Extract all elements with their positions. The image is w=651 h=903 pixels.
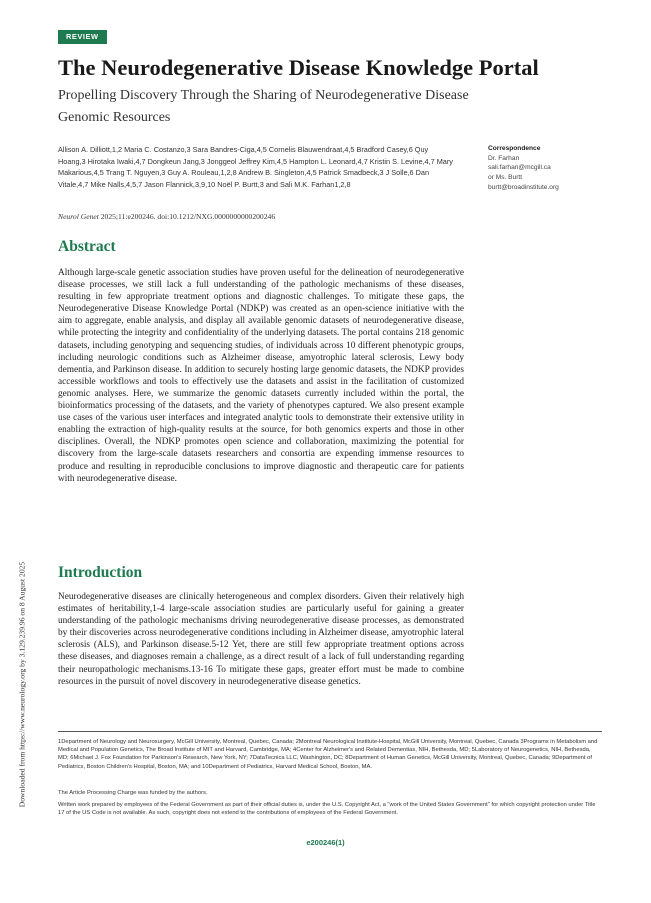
citation-line (58, 212, 275, 221)
article-type-badge: REVIEW (58, 30, 107, 44)
footnote-divider (58, 731, 602, 732)
correspondence-line: or Ms. Burtt (488, 174, 523, 182)
abstract-text: Although large-scale genetic association studies have proven useful for the delineation of neurodegenerative disease processes, we still lack a full understanding of the pathologic mechanisms of these diseases, resulting in few appropriate treatment options and diagnostic challenges. To mitigate these gaps, the Neurodegenerative Disease Knowledge Portal (NDKP) was created as an open-science initiative with the aim to aggregate, enable analysis, and display all available genomic datasets of neurodegenerative disease, while protecting the integrity and confidentiality of the underlying datasets. The portal contains 218 genomic datasets, including genotyping and sequencing studies, of individuals across 10 different phenotypic groups, including neurologic conditions such as Alzheimer disease, amyotrophic lateral sclerosis, Lewy body dementia, and Parkinson disease. In addition to securely hosting large genomic datasets, the NDKP provides accessible workflows and tools to effectively use the datasets and assist in the facilitation of customized genomic analyses. Here, we summarize the genomic datasets currently included within the portal, the bioinformatics processing of the datasets, and the variety of phenotypes captured. We also present example use cases of the various user interfaces and integrated analytic tools to demonstrate their extensive utility in enabling the extraction of high-quality results at the source, for both genomics experts and those in other disciplines. Overall, the NDKP promotes open science and collaboration, maximizing the potential for discovery from the large-scale datasets researchers and consortia are expending immense resources to produce and resulting in reproducible conclusions to improve diagnostic and therapeutic care for patients with neurodegenerative disease. (58, 268, 464, 484)
funding-footnote: The Article Processing Charge was funded by the authors. (58, 790, 208, 796)
author-list: Allison A. Dilliott,1,2 Maria C. Costanzo,3 Sara Bandres-Ciga,4,5 Cornelis Blauwendraat,4,5 Bradford Casey,6 Quy Hoang,3 Hirotaka Iwaki,4,7 Dongkeun Jang,3 Jonggeol Jeffrey Kim,4,5 Hampton L. Leonard,4,7 Kristin S. Levine,4,7 Mary Makarious,4,5 Trang T. Nguyen,3 Guy A. Rouleau,1,2,8 Andrew B. Singleton,4,5 Patrick Smadbeck,3 J Solle,6 Dan Vitale,4,7 Mike Nalls,4,5,7 Jason Flannick,3,9,10 Noël P. Burtt,3 and Sali M.K. Farhan1,2,8 (58, 145, 453, 189)
citation-details[interactable]: 2025;11:e200246. doi:10.1212/NXG.0000000000200246 (98, 212, 276, 221)
article-subtitle: Propelling Discovery Through the Sharing of Neurodegenerative Disease Genomic Resources (58, 88, 469, 125)
copyright-footnote: Written work prepared by employees of the Federal Government as part of their official duties is, under the U.S. Copyright Act, a "work of the United States Government" for which copyright protection under Title 17 of the US Code is not available. As such, copyright does not extend to the contributions of employees of the Federal Government. (58, 802, 596, 817)
affiliations-footnote: 1Department of Neurology and Neurosurgery, McGill University, Montreal, Quebec, Canada; 2Montreal Neurological Institute-Hospital, McGill University, Montreal, Quebec, Canada 3Programs in Metabolism and Medical and Population Genetics, The Broad Institute of MIT and Harvard, Cambridge, MA; 4Center for Alzheimer's and Related Dementias, NIH, Bethesda, MD; 5Laboratory of Neurogenetics, NIH, Bethesda, MD; 6Michael J. Fox Foundation for Parkinson's Research, New York, NY; 7DataTecnica LLC, Washington, DC; 8Department of Human Genetics, McGill University, Montreal, Quebec, Canada; 9Department of Pediatrics, Boston Children's Hospital, Boston, MA; and 10Department of Pediatrics, Harvard Medical School, Boston, MA. (58, 739, 598, 770)
correspondence-block (488, 144, 598, 193)
journal-name: Neurol Genet (58, 212, 99, 221)
correspondence-email[interactable]: burtt@broadinstitute.org (488, 183, 559, 191)
correspondence-line: Dr. Farhan (488, 154, 520, 162)
introduction-text: Neurodegenerative diseases are clinically heterogeneous and complex disorders. Given their relatively high estimates of heritability,1-4 large-scale association studies are particularly useful for gaining a greater understanding of the pathologic mechanisms driving neurodegenerative disease processes, as demonstrated by their discoveries across neurodegenerative conditions including in Alzheimer disease, amyotrophic lateral sclerosis (ALS), and Parkinson disease.5-12 Yet, there are still few appropriate treatment options across these diseases, and diagnoses remain a challenge, as a direct result of a lack of full understanding regarding their neuropathologic mechanisms.13-16 To mitigate these gaps, greater effort must be made to combine resources in the pursuit of novel discovery in neurodegenerative disease genetics. (58, 592, 464, 687)
abstract-heading: Abstract (58, 238, 116, 255)
correspondence-heading: Correspondence (488, 145, 541, 152)
download-watermark: Downloaded from https://www.neurology.org by 3.129.239.96 on 8 August 2025 (17, 561, 27, 808)
page-number: e200246(1) (306, 838, 345, 847)
introduction-heading: Introduction (58, 564, 143, 581)
correspondence-email[interactable]: sali.farhan@mcgill.ca (488, 164, 551, 172)
article-title: The Neurodegenerative Disease Knowledge Portal (58, 55, 539, 80)
